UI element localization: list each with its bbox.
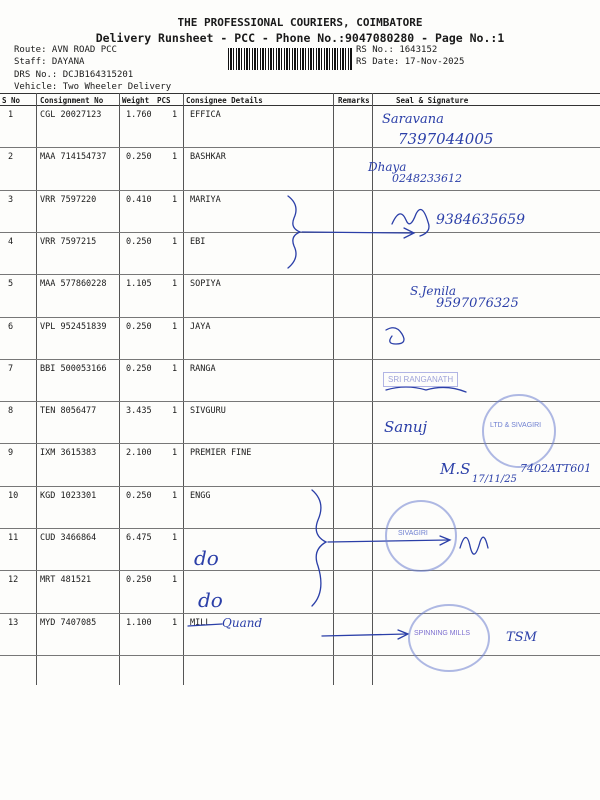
consignee-cell: ENGG — [190, 490, 211, 501]
consignment-cell: MAA 577860228 — [40, 279, 107, 290]
row-divider — [0, 317, 600, 318]
sno-cell: 11 — [8, 533, 19, 543]
consignee-cell: PREMIER FINE — [190, 448, 252, 459]
weight-cell: 2.100 — [126, 448, 152, 459]
sno-cell: 8 — [8, 406, 14, 417]
seal-text: SPINNING MILLS — [414, 630, 471, 637]
row-divider — [0, 655, 600, 656]
signature-name: M.S — [440, 460, 471, 478]
weight-cell: 0.410 — [126, 194, 152, 205]
rs-date: RS Date: 17-Nov-2025 — [356, 57, 465, 67]
row-divider — [0, 570, 600, 571]
sno-cell: 5 — [8, 279, 14, 290]
staff-label: Staff: DAYANA — [14, 57, 85, 67]
weight-cell: 0.250 — [126, 236, 152, 247]
sno-cell: 7 — [8, 363, 14, 374]
handwritten-consignee: Quand — [222, 616, 263, 630]
row-divider — [0, 613, 600, 614]
consignee-cell: MILL — [190, 617, 211, 628]
route-label: Route: AVN ROAD PCC — [14, 45, 117, 55]
signature-name: Saravana — [382, 112, 444, 127]
row-divider — [0, 274, 600, 275]
col-header-signature: Seal & Signature — [396, 96, 469, 105]
weight-cell: 3.435 — [126, 406, 152, 417]
consignee-cell: EFFICA — [190, 110, 221, 120]
col-header-sno: S No — [2, 96, 21, 105]
pcs-cell: 1 — [172, 110, 178, 120]
signature-name: Dhaya — [368, 160, 407, 174]
col-divider — [183, 93, 184, 685]
vehicle-label: Vehicle: Two Wheeler Delivery — [14, 82, 172, 92]
handwritten-phone: 7397044005 — [398, 130, 494, 148]
consignment-cell: BBI 500053166 — [40, 363, 107, 374]
drs-number: DRS No.: DCJB164315201 — [14, 70, 134, 80]
row-divider — [0, 232, 600, 233]
weight-cell: 1.760 — [126, 110, 152, 120]
pcs-cell: 1 — [172, 363, 178, 374]
pcs-cell: 1 — [172, 533, 178, 543]
sno-cell: 2 — [8, 152, 14, 163]
col-header-consignee: Consignee Details — [186, 96, 263, 105]
consignment-cell: MRT 481521 — [40, 575, 92, 586]
consignee-cell: BASHKAR — [190, 152, 226, 163]
consignment-cell: TEN 8056477 — [40, 406, 97, 417]
consignee-cell: EBI — [190, 236, 206, 247]
pcs-cell: 1 — [172, 448, 178, 459]
runsheet-subtitle: Delivery Runsheet - PCC - Phone No.:9047080280 - Page No.:1 — [95, 31, 505, 45]
ditto-mark: do — [194, 546, 219, 570]
consignment-cell: IXM 3615383 — [40, 448, 97, 459]
pcs-cell: 1 — [172, 406, 178, 417]
pcs-cell: 1 — [172, 490, 178, 501]
row-divider — [0, 190, 600, 191]
signature-name: S.Jenila — [410, 284, 457, 298]
sno-cell: 6 — [8, 321, 14, 332]
col-divider — [372, 93, 373, 685]
rs-number: RS No.: 1643152 — [356, 45, 438, 55]
ditto-mark: do — [198, 588, 223, 612]
pcs-cell: 1 — [172, 575, 178, 586]
col-header-pcs: PCS — [157, 96, 171, 105]
table-top-rule — [0, 93, 600, 94]
consignment-cell: KGD 1023301 — [40, 490, 97, 501]
signature-name: Sanuj — [384, 418, 428, 436]
seal-text: LTD & SIVAGIRI — [490, 422, 542, 429]
consignment-cell: VRR 7597220 — [40, 194, 97, 205]
weight-cell: 0.250 — [126, 363, 152, 374]
handwritten-phone: 9597076325 — [436, 296, 519, 311]
sno-cell: 12 — [8, 575, 19, 586]
col-divider — [333, 93, 334, 685]
col-divider — [36, 93, 37, 685]
consignment-cell: VRR 7597215 — [40, 236, 97, 247]
company-title: THE PROFESSIONAL COURIERS, COIMBATORE — [177, 16, 423, 29]
pcs-cell: 1 — [172, 236, 178, 247]
sno-cell: 13 — [8, 617, 19, 628]
consignment-cell: MYD 7407085 — [40, 617, 97, 628]
company-stamp: SRI RANGANATH — [383, 372, 458, 387]
consignment-cell: CGL 20027123 — [40, 110, 102, 120]
handwritten-phone: 0248233612 — [392, 172, 462, 185]
seal-text: SIVAGIRI — [398, 530, 428, 537]
consignment-cell: CUD 3466864 — [40, 533, 97, 543]
consignee-cell: SOPIYA — [190, 279, 221, 290]
round-seal — [408, 604, 490, 672]
row-divider — [0, 528, 600, 529]
handwritten-date: 17/11/25 — [472, 474, 517, 485]
sno-cell: 9 — [8, 448, 14, 459]
pcs-cell: 1 — [172, 152, 178, 163]
sno-cell: 10 — [8, 490, 19, 501]
sno-cell: 1 — [8, 110, 14, 120]
handwritten-phone: 7402ATT601 — [520, 462, 592, 475]
sno-cell: 3 — [8, 194, 14, 205]
weight-cell: 0.250 — [126, 490, 152, 501]
weight-cell: 0.250 — [126, 152, 152, 163]
round-seal — [482, 394, 556, 468]
pcs-cell: 1 — [172, 194, 178, 205]
row-divider — [0, 359, 600, 360]
weight-cell: 1.100 — [126, 617, 152, 628]
row-divider — [0, 486, 600, 487]
barcode — [228, 48, 352, 70]
row-divider — [0, 147, 600, 148]
handwritten-phone: 9384635659 — [436, 212, 526, 228]
weight-cell: 1.105 — [126, 279, 152, 290]
weight-cell: 6.475 — [126, 533, 152, 543]
consignment-cell: MAA 714154737 — [40, 152, 107, 163]
pcs-cell: 1 — [172, 321, 178, 332]
col-header-consignment: Consignment No — [40, 96, 104, 105]
table-header-rule — [0, 105, 600, 106]
col-header-remarks: Remarks — [338, 96, 370, 105]
weight-cell: 0.250 — [126, 321, 152, 332]
consignee-cell: JAYA — [190, 321, 211, 332]
col-divider — [119, 93, 120, 685]
weight-cell: 0.250 — [126, 575, 152, 586]
pcs-cell: 1 — [172, 617, 178, 628]
consignment-cell: VPL 952451839 — [40, 321, 107, 332]
pcs-cell: 1 — [172, 279, 178, 290]
sno-cell: 4 — [8, 236, 14, 247]
signature-name: TSM — [506, 630, 537, 645]
consignee-cell: MARIYA — [190, 194, 221, 205]
consignee-cell: SIVGURU — [190, 406, 226, 417]
col-header-weight: Weight — [122, 96, 150, 105]
consignee-cell: RANGA — [190, 363, 216, 374]
